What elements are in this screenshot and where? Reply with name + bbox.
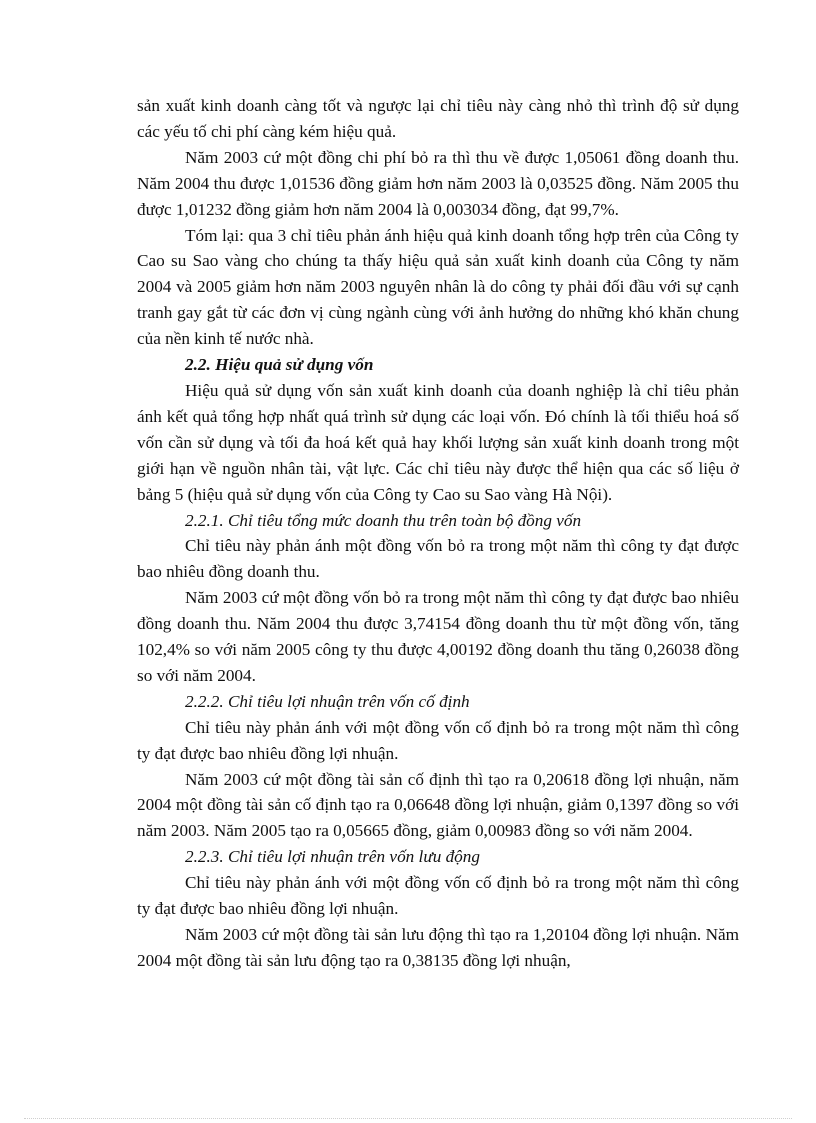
paragraph-continuation: sản xuất kinh doanh càng tốt và ngược lại chỉ tiêu này càng nhỏ thì trình độ sử dụng các yếu tố chi phí càng kém hiệu quả. bbox=[137, 96, 739, 141]
paragraph-revenue-definition: Chỉ tiêu này phản ánh một đồng vốn bỏ ra trong một năm thì công ty đạt được bao nhiêu đồng doanh thu. bbox=[137, 536, 739, 582]
page-content bbox=[137, 93, 739, 974]
paragraph-fixed-capital-definition: Chỉ tiêu này phản ánh với một đồng vốn cố định bỏ ra trong một năm thì công ty đạt được bao nhiêu đồng lợi nhuận. bbox=[137, 717, 739, 763]
paragraph-cost-efficiency: Năm 2003 cứ một đồng chi phí bỏ ra thì thu về được 1,05061 đồng doanh thu. Năm 2004 thu được 1,01536 đồng giảm hơn năm 2003 là 0,03525 đồng. Năm 2005 thu được 1,01232 đồng giảm hơn năm 2004 là 0,003034 đồng, đạt 99,7%. bbox=[137, 147, 739, 219]
paragraph-fixed-capital-figures: Năm 2003 cứ một đồng tài sản cố định thì tạo ra 0,20618 đồng lợi nhuận, năm 2004 một đồng tài sản cố định tạo ra 0,06648 đồng lợi nhuận, giảm 0,1397 đồng so với năm 2003. Năm 2005 tạo ra 0,05665 đồng, giảm 0,00983 đồng so với năm 2004. bbox=[137, 769, 739, 841]
paragraph-working-capital-figures: Năm 2003 cứ một đồng tài sản lưu động thì tạo ra 1,20104 đồng lợi nhuận. Năm 2004 một đồng tài sản lưu động tạo ra 0,38135 đồng lợi nhuận, bbox=[137, 925, 739, 970]
paragraph-summary: Tóm lại: qua 3 chỉ tiêu phản ánh hiệu quả kinh doanh tổng hợp trên của Công ty Cao su Sao vàng cho chúng ta thấy hiệu quả sản xuất kinh doanh của Công ty năm 2004 và 2005 giảm hơn năm 2003 nguyên nhân là do công ty phải đối đầu với sự cạnh tranh gay gắt từ các đơn vị cùng ngành cùng với ảnh hưởng do những khó khăn chung của nền kinh tế nước nhà. bbox=[137, 225, 739, 349]
subheading-profit-working-capital: 2.2.3. Chỉ tiêu lợi nhuận trên vốn lưu động bbox=[185, 847, 480, 867]
subheading-revenue-per-capital: 2.2.1. Chỉ tiêu tổng mức doanh thu trên toàn bộ đồng vốn bbox=[185, 510, 582, 530]
section-heading-capital-efficiency: 2.2. Hiệu quả sử dụng vốn bbox=[185, 355, 374, 375]
subheading-profit-fixed-capital: 2.2.2. Chỉ tiêu lợi nhuận trên vốn cố định bbox=[185, 691, 470, 711]
page-bottom-divider bbox=[24, 1118, 792, 1119]
paragraph-working-capital-definition: Chỉ tiêu này phản ánh với một đồng vốn cố định bỏ ra trong một năm thì công ty đạt được bao nhiêu đồng lợi nhuận. bbox=[137, 873, 739, 919]
paragraph-revenue-figures: Năm 2003 cứ một đồng vốn bỏ ra trong một năm thì công ty đạt được bao nhiêu đồng doanh thu. Năm 2004 thu được 3,74154 đồng doanh thu từ một đồng vốn, tăng 102,4% so với năm 2005 công ty thu được 4,00192 đồng doanh thu tăng 0,26038 đồng so với năm 2004. bbox=[137, 588, 739, 685]
paragraph-capital-efficiency-intro: Hiệu quả sử dụng vốn sản xuất kinh doanh của doanh nghiệp là chỉ tiêu phản ánh kết quả tổng hợp nhất quá trình sử dụng các loại vốn. Đó chính là tối thiểu hoá số vốn cần sử dụng và tối đa hoá kết quả hay khối lượng sản xuất kinh doanh trong một giới hạn về nguồn nhân tài, vật lực. Các chỉ tiêu này được thể hiện qua các số liệu ở bảng 5 (hiệu quả sử dụng vốn của Công ty Cao su Sao vàng Hà Nội). bbox=[137, 380, 739, 504]
